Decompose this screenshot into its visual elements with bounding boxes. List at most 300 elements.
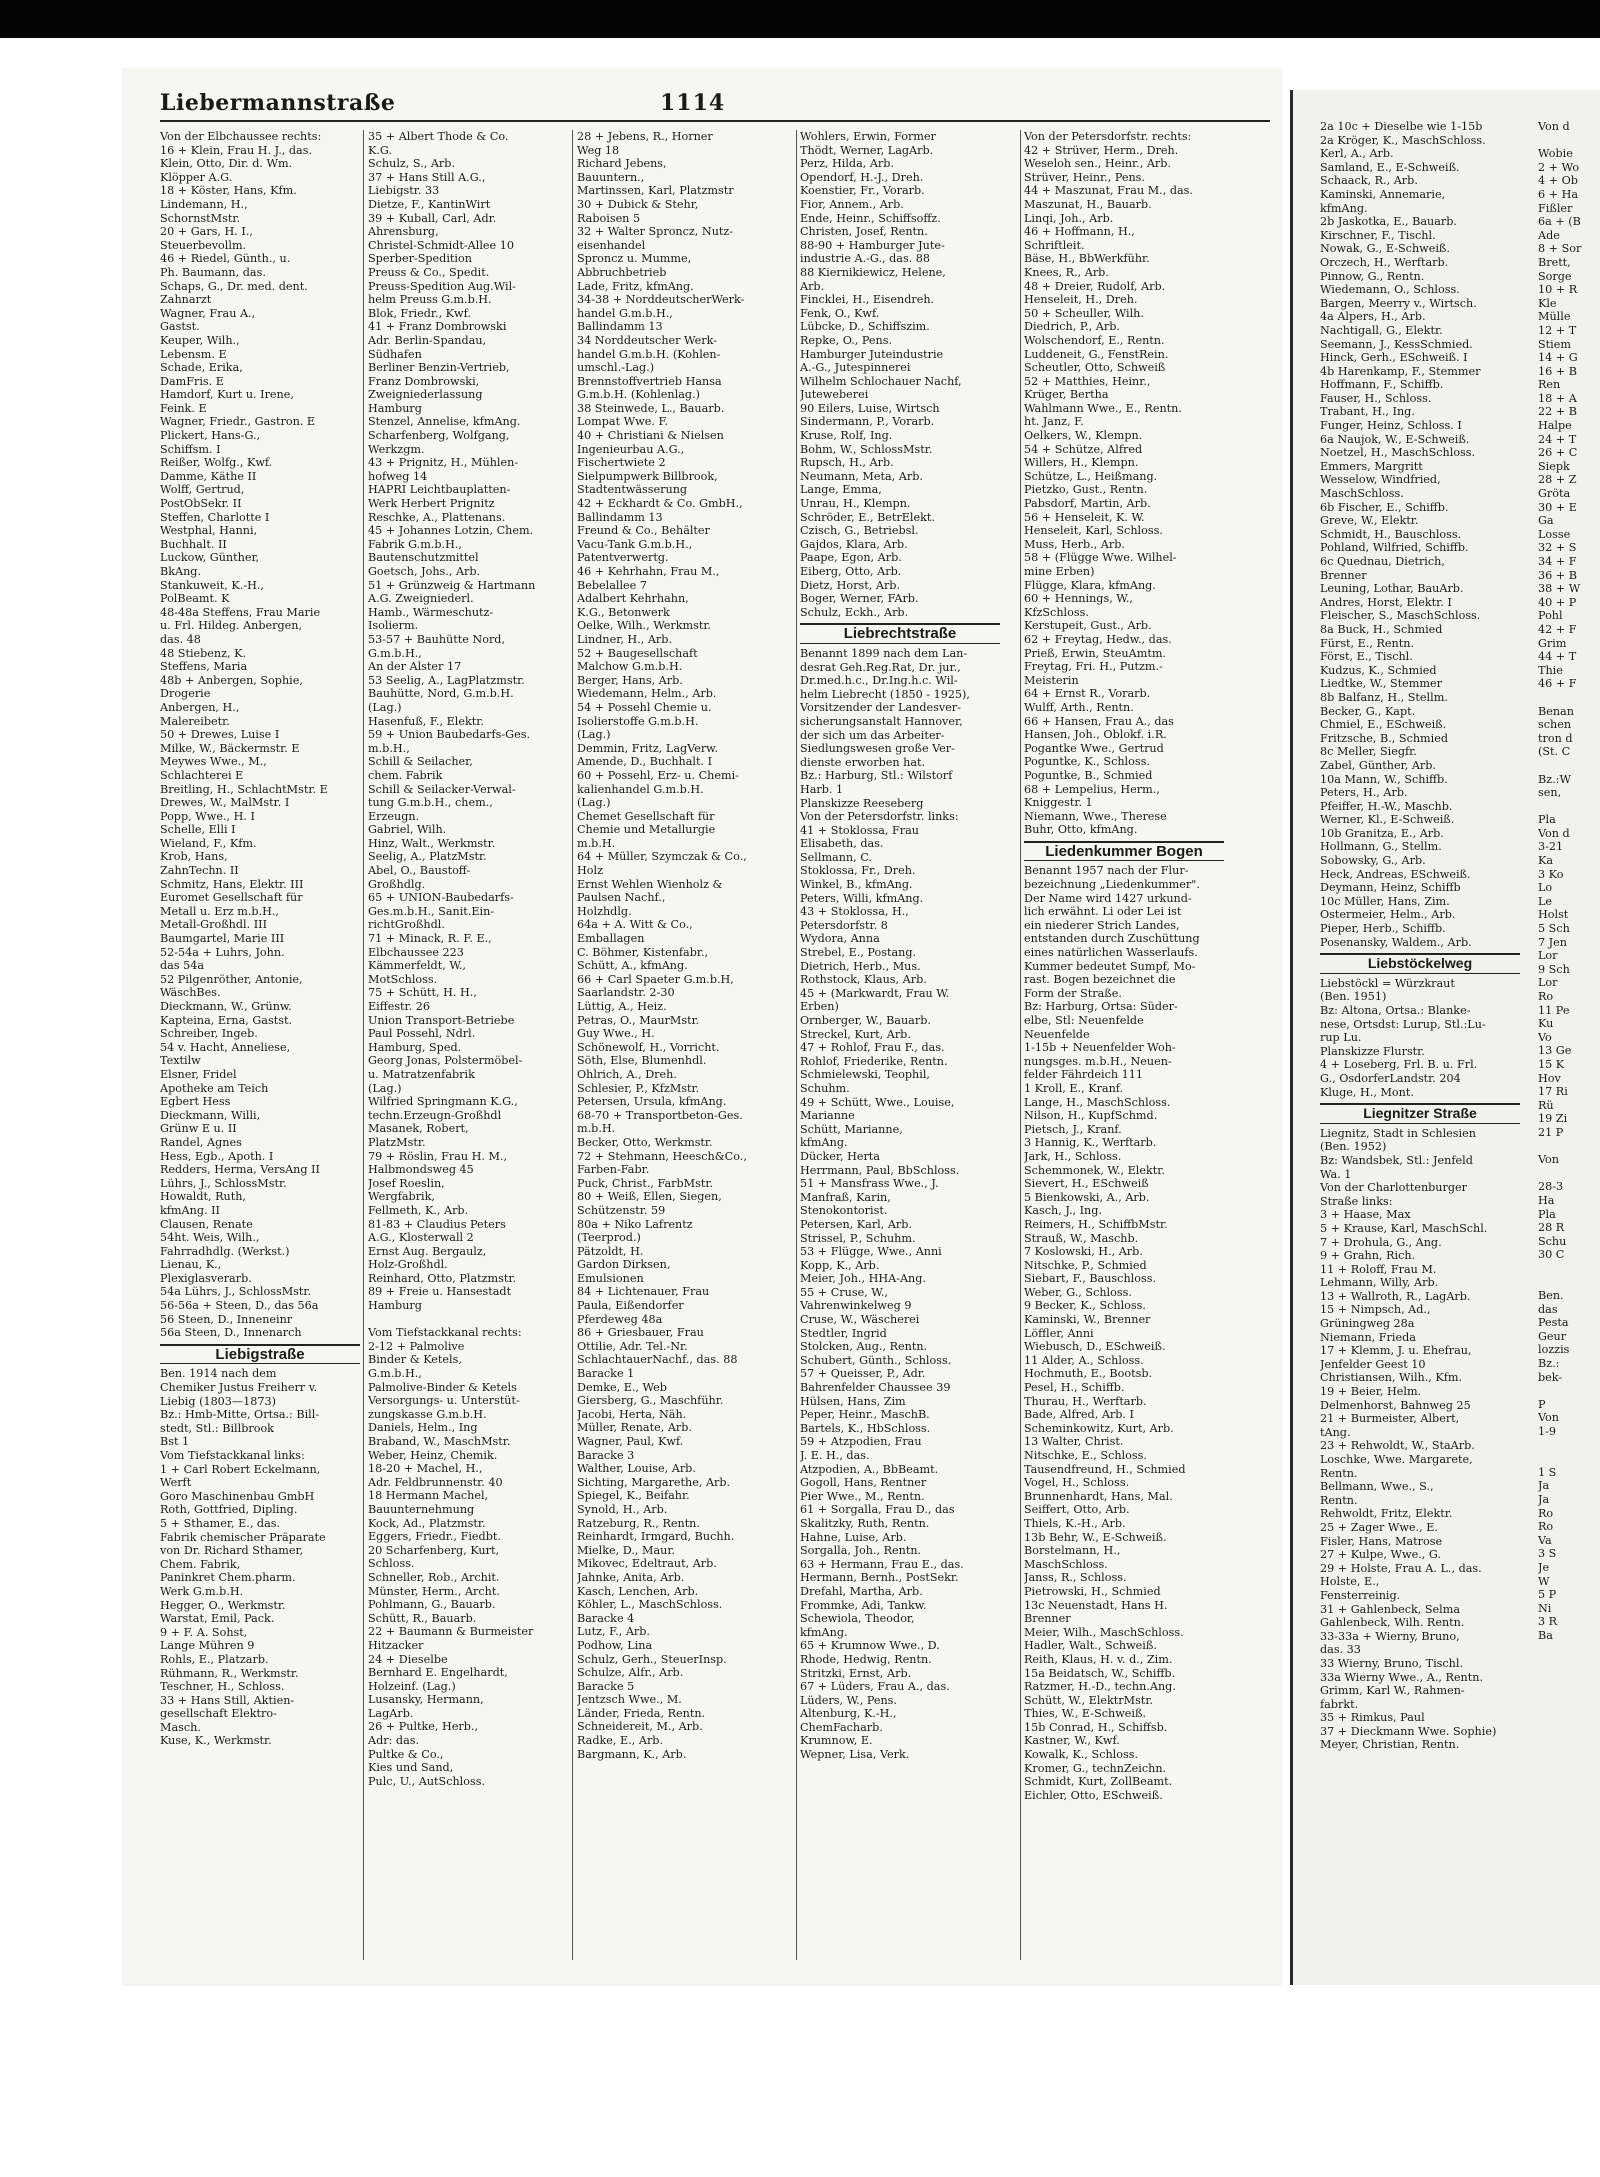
entry-line: m.b.H. — [577, 836, 616, 850]
entry-line: Kniggestr. 1 — [1024, 796, 1093, 810]
entry-line: Isolierstoffe G.m.b.H. — [577, 714, 699, 728]
entry-line: Steuerbevollm. — [160, 238, 247, 252]
entry-line: Reith, Klaus, H. v. d., Zim. — [1024, 1652, 1173, 1666]
entry-line: PostObSekr. II — [160, 497, 242, 511]
entry-line: Berger, Hans, Arb. — [577, 673, 683, 687]
entry-line: techn.Erzeugn-Großhdl — [368, 1108, 502, 1122]
entry-line: Howaldt, Ruth, — [160, 1190, 246, 1204]
entry-line: Masanek, Robert, — [368, 1122, 469, 1136]
entry-line: Baracke 5 — [577, 1679, 635, 1693]
entry-line: 63 + Hermann, Frau E., das. — [800, 1557, 964, 1571]
entry-line: Lebensm. E — [160, 347, 227, 361]
entry-line: Leuning, Lothar, BauArb. — [1320, 582, 1464, 596]
entry-line: Chemie und Metallurgie — [577, 823, 716, 837]
entry-line: Versorgungs- u. Unterstüt- — [368, 1394, 520, 1408]
entry-line: Loschke, Wwe. Margarete, — [1320, 1453, 1473, 1466]
entry-line: Daniels, Helm., Ing — [368, 1421, 478, 1435]
entry-line: Drefahl, Martha, Arb. — [800, 1584, 923, 1598]
entry-line: Kämmerfeldt, W., — [368, 959, 466, 973]
entry-line: Skalitzky, Ruth, Rentn. — [800, 1516, 930, 1530]
entry-line: Roth, Gottfried, Dipling. — [160, 1503, 298, 1517]
entry-line — [1538, 134, 1600, 148]
entry-line: 1 S — [1538, 1465, 1557, 1479]
entry-line — [1538, 1452, 1600, 1466]
entry-line: Sielpumpwerk Billbrook, — [577, 469, 718, 483]
entry-line: (Ben. 1951) — [1320, 990, 1387, 1004]
entry-line: Bz: Harburg, Ortsa: Süder- — [1024, 1000, 1178, 1014]
entry-line: Losse — [1538, 527, 1571, 541]
entry-line: Schiffsm. I — [160, 442, 221, 456]
entry-line: von Dr. Richard Sthamer, — [160, 1544, 304, 1558]
entry-line: Brunnenhardt, Hans, Mal. — [1024, 1489, 1173, 1503]
entry-line: Eichler, Otto, ESchweiß. — [1024, 1788, 1163, 1802]
entry-line: 2a 10c + Dieselbe wie 1-15b — [1320, 120, 1483, 133]
entry-line: 42 + F — [1538, 622, 1577, 636]
entry-line: 43 + Prignitz, H., Mühlen- — [368, 456, 519, 470]
entry-line: Sorge — [1538, 269, 1572, 283]
entry-line: 81-83 + Claudius Peters — [368, 1217, 506, 1231]
entry-line: Erzeugn. — [368, 809, 420, 823]
entry-line: Grüningweg 28a — [1320, 1317, 1415, 1331]
entry-line: Jenfelder Geest 10 — [1320, 1357, 1426, 1371]
entry-line: Siepk — [1538, 459, 1570, 473]
entry-line: Ren — [1538, 378, 1561, 392]
entry-line: Wolff, Gertrud, — [160, 483, 245, 497]
entry-line: Herrmann, Paul, BbSchloss. — [800, 1163, 960, 1177]
entry-line: P — [1538, 1397, 1546, 1411]
entry-line: Schütt, A., kfmAng. — [577, 959, 688, 973]
entry-line: Kruse, Rolf, Ing. — [800, 429, 893, 443]
entry-line: Buhr, Otto, kfmAng. — [1024, 823, 1138, 837]
entry-line: Werner, Kl., E-Schweiß. — [1320, 813, 1455, 827]
entry-line: Giersberg, G., Maschführ. — [577, 1394, 724, 1408]
entry-line: Je — [1538, 1560, 1550, 1574]
entry-line: Redders, Herma, VersAng II — [160, 1163, 320, 1177]
entry-line: Becker, G., Kapt. — [1320, 704, 1416, 718]
entry-line: Jark, H., Schloss. — [1024, 1149, 1122, 1163]
entry-line: Ernst Aug. Bergaulz, — [368, 1244, 487, 1258]
entry-line: Jentzsch Wwe., M. — [577, 1693, 682, 1707]
entry-line: Seiffert, Otto, Arb. — [1024, 1503, 1130, 1517]
entry-line: Zabel, Günther, Arb. — [1320, 758, 1436, 772]
entry-line: Pietsch, J., Kranf. — [1024, 1122, 1122, 1136]
entry-line: Von der Petersdorfstr. links: — [800, 810, 959, 824]
entry-line: lozzis — [1538, 1343, 1570, 1357]
entry-line: Dieckmann, W., Grünw. — [160, 1000, 292, 1013]
entry-line: 66 + Carl Spaeter G.m.b.H, — [577, 972, 734, 986]
entry-line: 6a Naujok, W., E-Schweiß. — [1320, 432, 1470, 446]
entry-line: Krob, Hans, — [160, 850, 228, 864]
entry-line: Lüttig, A., Heiz. — [577, 1000, 667, 1013]
entry-line: A.G., Klosterwall 2 — [368, 1231, 474, 1245]
entry-line: Von der Petersdorfstr. rechts: — [1024, 130, 1192, 143]
entry-line: 71 + Minack, R. F. E., — [368, 932, 492, 946]
entry-line: 34 + F — [1538, 555, 1577, 568]
entry-line: Opendorf, H.-J., Dreh. — [800, 170, 924, 184]
entry-line: 48 + Dreier, Rudolf, Arb. — [1024, 279, 1166, 293]
entry-line: Radke, E., Arb. — [577, 1734, 664, 1748]
entry-line: Schütt, Marianne, — [800, 1122, 903, 1136]
entry-line: lich erwähnt. Li oder Lei ist — [1024, 905, 1182, 919]
entry-line: Wilfried Springmann K.G., — [368, 1095, 518, 1109]
entry-line: felder Fährdeich 111 — [1024, 1068, 1143, 1082]
entry-line: Elsner, Fridel — [160, 1067, 237, 1081]
entry-line: Meier, Joh., HHA-Ang. — [800, 1272, 926, 1286]
entry-line: 19 Zi — [1538, 1112, 1568, 1126]
entry-line: eines natürlichen Wasserlaufs. — [1024, 946, 1198, 960]
entry-line: Henseleit, H., Dreh. — [1024, 293, 1138, 307]
entry-line: G.m.b.H., — [368, 1367, 422, 1381]
entry-line: handel G.m.b.H. (Kohlen- — [577, 347, 721, 361]
entry-line: 15b Conrad, H., Schiffsb. — [1024, 1720, 1168, 1734]
entry-line: Werft — [160, 1476, 192, 1490]
entry-line: K.G., Betonwerk — [577, 605, 670, 619]
entry-line: Petras, O., MaurMstr. — [577, 1013, 700, 1027]
entry-line: 65 + UNION-Baubedarfs- — [368, 891, 514, 905]
entry-line: Christen, Josef, Rentn. — [800, 225, 928, 239]
entry-line: Hollmann, G., Stellm. — [1320, 840, 1442, 854]
entry-line: 39 + Kuball, Carl, Adr. — [368, 211, 497, 225]
entry-line: Mikovec, Edeltraut, Arb. — [577, 1557, 717, 1571]
entry-line: 53-57 + Bauhütte Nord, — [368, 632, 506, 646]
entry-line: Ro — [1538, 1506, 1554, 1520]
entry-line: Ro — [1538, 1520, 1554, 1534]
entry-line: 2 + Wo — [1538, 160, 1580, 174]
entry-line: Siebart, F., Bauschloss. — [1024, 1272, 1156, 1286]
entry-line: 64a + A. Witt & Co., — [577, 918, 693, 932]
entry-line: Pabsdorf, Martin, Arb. — [1024, 497, 1151, 511]
entry-line: 54a Lührs, J., SchlossMstr. — [160, 1285, 312, 1299]
entry-line: Kuse, K., Werkmstr. — [160, 1734, 272, 1748]
entry-line: Strauß, W., Maschb. — [1024, 1231, 1139, 1245]
entry-line: rast. Bogen bezeichnet die — [1024, 973, 1176, 987]
entry-line: Weseloh sen., Heinr., Arb. — [1024, 157, 1171, 171]
entry-line: 6b Fischer, E., Schiffb. — [1320, 500, 1449, 514]
entry-line: Kaminski, Annemarie, — [1320, 187, 1446, 201]
entry-line: Schütze, L., Heißmang. — [1024, 469, 1158, 483]
entry-line: Schönewolf, H., Vorricht. — [577, 1040, 720, 1054]
entry-line: Christiansen, Wilh., Kfm. — [1320, 1371, 1463, 1385]
entry-line: An der Alster 17 — [368, 660, 462, 674]
entry-line: 67 + Lüders, Frau A., das. — [800, 1680, 950, 1694]
entry-line: Damme, Käthe II — [160, 469, 257, 483]
entry-line: Pulc, U., AutSchloss. — [368, 1774, 486, 1788]
entry-line: Repke, O., Pens. — [800, 333, 893, 347]
entry-line: Baracke 4 — [577, 1611, 635, 1625]
entry-line: Wohlers, Erwin, Former — [800, 130, 936, 143]
entry-line: Weg 18 — [577, 143, 620, 157]
entry-line: Brenner — [1320, 568, 1367, 582]
entry-line: Neuenfelde — [1024, 1027, 1090, 1041]
entry-line: Schlesier, P., KfzMstr. — [577, 1081, 700, 1095]
entry-line: Ende, Heinr., Schiffsoffz. — [800, 211, 941, 225]
entry-line: 46 + Kehrhahn, Frau M., — [577, 565, 720, 578]
entry-line: Egbert Hess — [160, 1095, 231, 1109]
entry-line: Winkel, B., kfmAng. — [800, 878, 913, 892]
entry-line: Union Transport-Betriebe — [368, 1013, 515, 1027]
entry-line: Emulsionen — [577, 1271, 644, 1285]
entry-line: Wieland, F., Kfm. — [160, 836, 257, 850]
entry-line: Va — [1538, 1533, 1552, 1547]
entry-line: Trabant, H., Ing. — [1320, 405, 1415, 419]
entry-line: eisenhandel — [577, 238, 646, 252]
entry-line: Halbmondsweg 45 — [368, 1163, 474, 1177]
entry-line: Pohlmann, G., Bauarb. — [368, 1598, 496, 1612]
entry-line: Randel, Agnes — [160, 1135, 242, 1149]
entry-line: Eiffestr. 26 — [368, 1000, 431, 1013]
entry-line: 26 + C — [1538, 446, 1578, 460]
entry-line: Reißer, Wolfg., Kwf. — [160, 456, 273, 470]
entry-line: Bauuntern., — [577, 170, 645, 184]
entry-line: Deymann, Heinz, Schiffb — [1320, 881, 1461, 895]
entry-line: Brennstoffvertrieb Hansa — [577, 374, 722, 388]
entry-line: Ku — [1538, 1017, 1554, 1031]
entry-line: 41 + Stoklossa, Frau — [800, 823, 919, 837]
entry-line: 46 + Riedel, Günth., u. — [160, 252, 291, 266]
entry-line: Jacobi, Herta, Näh. — [577, 1407, 687, 1421]
entry-line: 65 + Krumnow Wwe., D. — [800, 1639, 940, 1653]
entry-line: Schmidt, H., Bauschloss. — [1320, 527, 1462, 541]
entry-line: Noetzel, H., MaschSchloss. — [1320, 446, 1476, 460]
entry-line: Rü — [1538, 1098, 1554, 1112]
entry-line: Paninkret Chem.pharm. — [160, 1571, 296, 1585]
entry-line: Cruse, W., Wäscherei — [800, 1313, 920, 1327]
entry-line: desrat Geh.Reg.Rat, Dr. jur., — [800, 660, 961, 674]
entry-line: Stolcken, Aug., Rentn. — [800, 1340, 928, 1354]
entry-line: Holz — [577, 864, 603, 878]
entry-line: Textilw — [160, 1054, 201, 1068]
entry-line: 48b + Anbergen, Sophie, — [160, 673, 303, 687]
entry-line: 28 R — [1538, 1221, 1565, 1235]
entry-line: Lindner, H., Arb. — [577, 632, 672, 646]
entry-line: Plexiglasverarb. — [160, 1271, 252, 1285]
entry-line: 13 Ge — [1538, 1044, 1572, 1058]
entry-line: 43 + Stoklossa, H., — [800, 905, 909, 919]
entry-line: Fürst, E., Rentn. — [1320, 636, 1415, 650]
entry-line: Meisterin — [1024, 673, 1079, 687]
entry-line: Holzhdlg. — [577, 904, 632, 918]
entry-line: Südhafen — [368, 347, 422, 361]
entry-line: 19 + Beier, Helm. — [1320, 1385, 1422, 1399]
entry-line: Fauser, H., Schloss. — [1320, 391, 1432, 405]
entry-line: 60 + Possehl, Erz- u. Chemi- — [577, 768, 739, 782]
entry-line: Rentn. — [1320, 1466, 1358, 1480]
entry-line: Thie — [1538, 663, 1563, 677]
entry-line: Fahrradhdlg. (Werkst.) — [160, 1244, 290, 1258]
entry-line: Holzeinf. (Lag.) — [368, 1679, 456, 1693]
entry-line: schen — [1538, 718, 1572, 732]
entry-line: 56 Steen, D., Inneneinr — [160, 1312, 293, 1326]
entry-line: Emmers, Margritt — [1320, 459, 1423, 473]
entry-line: Nitschke, P., Schmied — [1024, 1258, 1147, 1272]
entry-line: rup Lu. — [1320, 1031, 1362, 1045]
entry-line: 5 Sch — [1538, 922, 1570, 936]
entry-line: Schmielewski, Teophil, — [800, 1068, 930, 1082]
entry-line: Perz, Hilda, Arb. — [800, 157, 895, 171]
entry-line: Von — [1538, 1153, 1559, 1167]
entry-line: Knees, R., Arb. — [1024, 265, 1109, 279]
entry-line: 36 + B — [1538, 568, 1577, 582]
entry-line: Bahrenfelder Chaussee 39 — [800, 1381, 951, 1395]
entry-line: Farben-Fabr. — [577, 1163, 650, 1177]
entry-line: Feink. E — [160, 401, 207, 415]
entry-line: 23 + Rehwoldt, W., StaArb. — [1320, 1439, 1475, 1453]
entry-line: Hamburg — [368, 1299, 422, 1313]
entry-line: 62 + Freytag, Hedw., das. — [1024, 632, 1172, 646]
entry-line: MaschSchloss. — [1024, 1557, 1108, 1571]
entry-line: 21 P — [1538, 1125, 1564, 1139]
entry-line: Keuper, Wilh., — [160, 333, 240, 347]
entry-line: Ornberger, W., Bauarb. — [800, 1014, 931, 1027]
entry-line: kfmAng. — [1320, 201, 1368, 215]
entry-line: Hegger, O., Werkmstr. — [160, 1598, 286, 1612]
entry-line: Schröder, E., BetrElekt. — [800, 510, 935, 524]
entry-line: Ka — [1538, 854, 1554, 868]
entry-line: 24 + T — [1538, 432, 1577, 446]
entry-line: Nilson, H., KupfSchmd. — [1024, 1109, 1158, 1123]
entry-line: Bz.: Hmb-Mitte, Ortsa.: Bill- — [160, 1408, 320, 1422]
entry-line: Hahne, Luise, Arb. — [800, 1530, 907, 1544]
entry-line: Bz.: — [1538, 1357, 1560, 1371]
entry-line: Chemet Gesellschaft für — [577, 809, 715, 823]
entry-line: Sobowsky, G., Arb. — [1320, 854, 1426, 868]
entry-line — [1538, 1439, 1600, 1453]
entry-line: Bz: Altona, Ortsa.: Blanke- — [1320, 1004, 1471, 1017]
entry-line: Meier, Wilh., MaschSchloss. — [1024, 1625, 1184, 1639]
entry-line: Fabrik chemischer Präparate — [160, 1530, 326, 1544]
entry-line: Straße links: — [1320, 1194, 1393, 1208]
entry-line: Von — [1538, 1411, 1559, 1425]
entry-line: Schu — [1538, 1234, 1567, 1248]
entry-line: richtGroßhdl. — [368, 918, 445, 932]
entry-line: Sellmann, C. — [800, 850, 872, 864]
entry-line: Koenstier, Fr., Vorarb. — [800, 184, 925, 198]
entry-line: Geur — [1538, 1329, 1567, 1343]
entry-line: 17 + Klemm, J. u. Ehefrau, — [1320, 1344, 1472, 1358]
entry-line: Raboisen 5 — [577, 211, 641, 225]
entry-line: Schneller, Rob., Archit. — [368, 1570, 500, 1584]
entry-line: Köhler, L., MaschSchloss. — [577, 1598, 723, 1612]
entry-line: hofweg 14 — [368, 469, 428, 483]
entry-line: Vacu-Tank G.m.b.H., — [577, 537, 693, 551]
entry-line: Preuss-Spedition Aug.Wil- — [368, 279, 516, 293]
entry-line: 66 + Hansen, Frau A., das — [1024, 714, 1174, 728]
entry-line: Rothstock, Klaus, Arb. — [800, 973, 927, 987]
entry-line: Wahlmann Wwe., E., Rentn. — [1024, 401, 1182, 415]
entry-line: Krumnow, E. — [800, 1734, 873, 1748]
entry-line: Wiedemann, Helm., Arb. — [577, 687, 717, 701]
entry-line: Ostermeier, Helm., Arb. — [1320, 908, 1456, 922]
entry-line: Weber, Heinz, Chemik. — [368, 1448, 498, 1462]
entry-line: Pferdeweg 48a — [577, 1312, 663, 1326]
entry-line: Fischertwiete 2 — [577, 456, 666, 470]
entry-line: Schmitz, Hans, Elektr. III — [160, 877, 304, 891]
entry-line: Kapteina, Erna, Gastst. — [160, 1013, 293, 1027]
entry-line: 5 Bienkowski, A., Arb. — [1024, 1190, 1150, 1204]
entry-line: Peper, Heinr., MaschB. — [800, 1408, 930, 1422]
entry-line: Nowak, G., E-Schweiß. — [1320, 242, 1450, 256]
entry-line: Benan — [1538, 704, 1574, 718]
entry-line: Berliner Benzin-Vertrieb, — [368, 361, 510, 375]
entry-line: Gastst. — [160, 320, 200, 334]
entry-line: Gabriel, Wilh. — [368, 823, 447, 837]
entry-line: ein niederer Strich Landes, — [1024, 918, 1180, 932]
entry-line: Brett, — [1538, 255, 1571, 269]
entry-line: HAPRI Leichtbauplatten- — [368, 483, 511, 497]
entry-line: 40 + P — [1538, 595, 1577, 609]
entry-line: C. Böhmer, Kistenfabr., — [577, 945, 709, 959]
entry-line: Frommke, Adi, Tankw. — [800, 1598, 927, 1612]
entry-line: bezeichnung „Liedenkummer". — [1024, 878, 1200, 892]
entry-line: Fenk, O., Kwf. — [800, 306, 880, 320]
entry-line: Bartels, K., HbSchloss. — [800, 1421, 931, 1435]
entry-line: dienste erworben hat. — [800, 755, 926, 769]
entry-line: Wergfabrik, — [368, 1190, 435, 1204]
entry-line: 3 + Haase, Max — [1320, 1208, 1411, 1222]
entry-line: Bautenschutzmittel — [368, 551, 479, 565]
entry-line: Niemann, Frieda — [1320, 1330, 1416, 1344]
entry-line: 30 + E — [1538, 500, 1577, 514]
entry-line: Liegnitz, Stadt in Schlesien — [1320, 1126, 1476, 1140]
entry-line: Jahnke, Anita, Arb. — [577, 1570, 685, 1584]
entry-line: Pla — [1538, 1207, 1556, 1221]
entry-line: Stedtler, Ingrid — [800, 1326, 887, 1340]
entry-line: 4 + Loseberg, Frl. B. u. Frl. — [1320, 1058, 1478, 1072]
entry-line: Juteweberei — [800, 388, 869, 402]
entry-line: Kaminski, W., Brenner — [1024, 1313, 1151, 1327]
entry-line: Bade, Alfred, Arb. I — [1024, 1408, 1134, 1422]
entry-line: Clausen, Renate — [160, 1217, 253, 1231]
entry-line: Ballindamm 13 — [577, 320, 663, 334]
entry-line: 30 + Dubick & Stehr, — [577, 197, 699, 211]
entry-line: Bauhütte, Nord, G.m.b.H. — [368, 687, 514, 701]
entry-line: 52 + Matthies, Heinr., — [1024, 374, 1151, 388]
street-heading: Liebigstraße — [160, 1344, 360, 1365]
entry-line: das. 48 — [160, 632, 201, 646]
entry-line: 32 + Walter Sproncz, Nutz- — [577, 225, 734, 239]
entry-line: ht. Janz, F. — [1024, 415, 1084, 429]
entry-line: Krüger, Bertha — [1024, 388, 1109, 402]
entry-line: 60 + Hennings, W., — [1024, 592, 1133, 606]
entry-line: Petersen, Ursula, kfmAng. — [577, 1095, 727, 1109]
entry-line: Planskizze Reeseberg — [800, 796, 924, 810]
entry-line: 13 Walter, Christ. — [1024, 1435, 1124, 1449]
entry-line: ChemFacharb. — [800, 1720, 883, 1734]
entry-line: 57 + Queisser, P., Adr. — [800, 1367, 926, 1381]
entry-line: industrie A.-G., das. 88 — [800, 252, 931, 266]
entry-line: Harb. 1 — [800, 782, 844, 796]
entry-line: 56 + Henseleit, K. W. — [1024, 510, 1145, 524]
entry-line: umschl.-Lag.) — [577, 361, 655, 375]
entry-line: 35 + Rimkus, Paul — [1320, 1711, 1425, 1725]
entry-line: 6a + (B — [1538, 215, 1581, 229]
entry-line: 5 P — [1538, 1588, 1557, 1602]
entry-line: Scheutler, Otto, Schweiß — [1024, 361, 1166, 375]
entry-line: Thies, W., E-Schweiß. — [1024, 1707, 1147, 1721]
entry-line: 10a Mann, W., Schiffb. — [1320, 772, 1448, 786]
entry-line: 26 + Pultke, Herb., — [368, 1720, 479, 1734]
entry-line: Pietrowski, H., Schmied — [1024, 1584, 1161, 1598]
entry-line: 12 + T — [1538, 323, 1577, 337]
entry-line: Rhode, Hedwig, Rentn. — [800, 1652, 932, 1666]
entry-line: Stenokontorist. — [800, 1204, 888, 1218]
entry-line: chem. Fabrik — [368, 768, 443, 782]
entry-line: Strüver, Heinr., Pens. — [1024, 170, 1145, 184]
scan-border-top — [0, 0, 1600, 38]
entry-line: Georg Jonas, Polstermöbel- — [368, 1054, 523, 1068]
entry-line: Wolschendorf, E., Rentn. — [1024, 333, 1165, 347]
entry-line: Lindemann, H., — [160, 197, 248, 211]
